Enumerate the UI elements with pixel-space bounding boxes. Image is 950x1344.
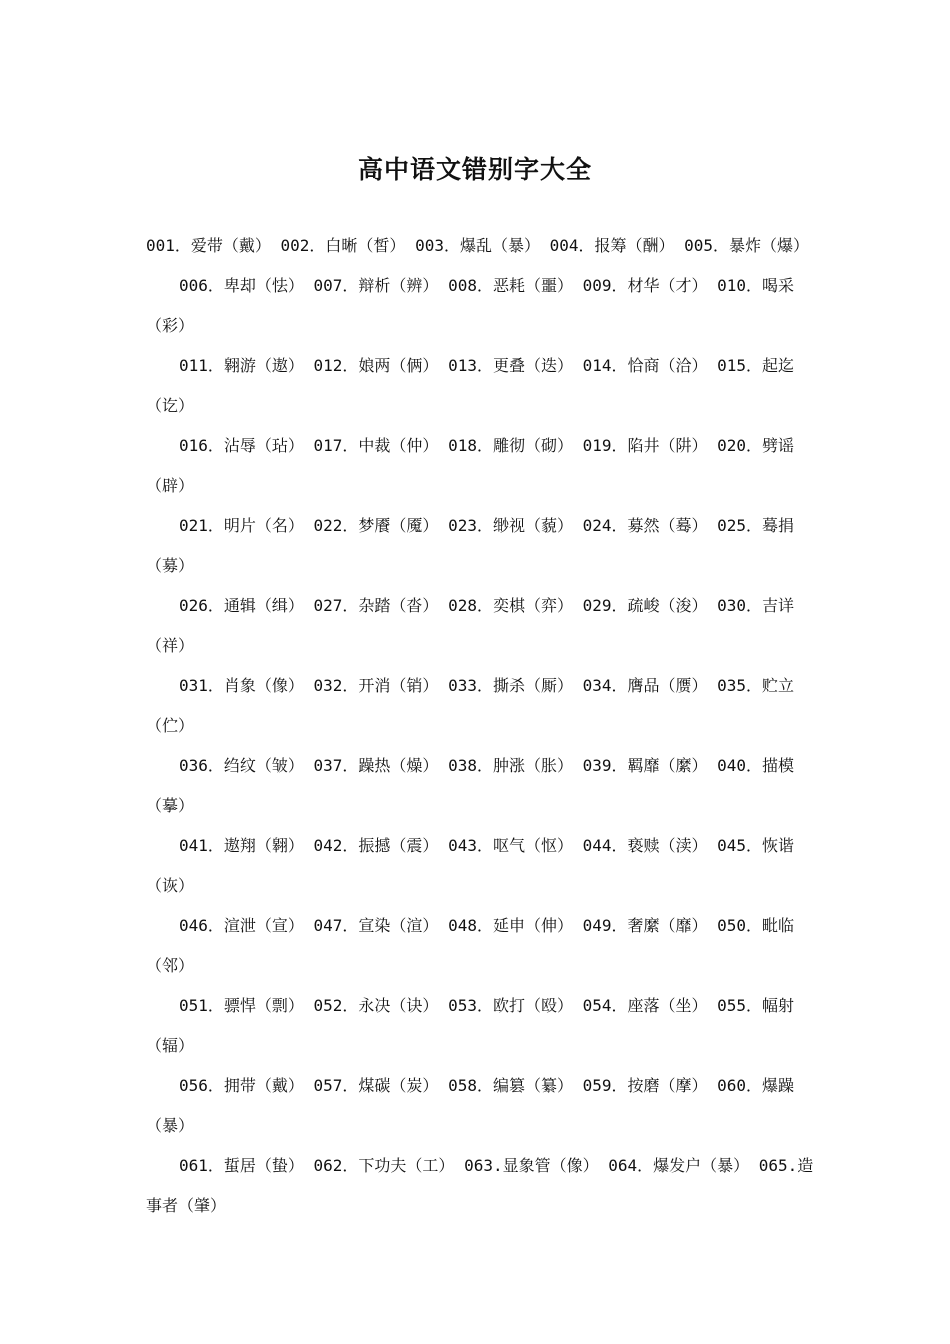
text-line: 011．翱游（遨） 012．娘两（俩） 013．更叠（迭） 014．恰商（洽） 015．起迄 [179, 356, 795, 375]
text-line: 056．拥带（戴） 057．煤碳（炭） 058．编篡（纂） 059．按磨（摩） 060．爆躁 [179, 1076, 795, 1095]
text-line: 021．明片（名） 022．梦餍（魇） 023．缈视（藐） 024．募然（蓦） 025．蓦捐 [179, 516, 795, 535]
text-line: 026．通辑（缉） 027．杂踏（沓） 028．奕棋（弈） 029．疏峻（浚） 030．吉详 [179, 596, 795, 615]
text-line: 061．蜇居（蛰） 062．下功夫（工） 063.显象管（像） 064．爆发户（暴） 065.造 [179, 1156, 814, 1175]
text-line: （讫） [146, 396, 195, 415]
text-line: 041．遨翔（翱） 042．振撼（震） 043．呕气（怄） 044．亵赎（渎） 045．恢谐 [179, 836, 795, 855]
text-line: （辟） [146, 476, 195, 495]
text-line: （邻） [146, 956, 195, 975]
text-line: 016．沾辱（玷） 017．中裁（仲） 018．雕彻（砌） 019．陷井（阱） 020．劈谣 [179, 436, 795, 455]
text-line: 046．渲泄（宣） 047．宣染（渲） 048．延申（伸） 049．奢縻（靡） 050．毗临 [179, 916, 795, 935]
text-line: （彩） [146, 316, 195, 335]
text-line: （祥） [146, 636, 195, 655]
document-body [146, 232, 814, 1220]
document-title: 高中语文错别字大全 [357, 155, 592, 184]
text-line: 006．卑却（怯） 007．辩析（辨） 008．恶耗（噩） 009．材华（才） 010．喝采 [179, 276, 795, 295]
text-line: 051．骠悍（剽） 052．永决（诀） 053．欧打（殴） 054．座落（坐） 055．幅射 [179, 996, 795, 1015]
text-line: （暴） [146, 1116, 195, 1135]
text-line: （募） [146, 556, 195, 575]
text-line: 036．绉纹（皱） 037．躁热（燥） 038．肿涨（胀） 039．羁靡（縻） 040．描模 [179, 756, 795, 775]
text-line: （伫） [146, 716, 195, 735]
text-line: （辐） [146, 1036, 195, 1055]
text-line: （摹） [146, 796, 195, 815]
text-line: 031．肖象（像） 032．开消（销） 033．撕杀（厮） 034．膺品（赝） 035．贮立 [179, 676, 795, 695]
text-line: 事者（肇） [146, 1196, 227, 1215]
text-line: （诙） [146, 876, 195, 895]
text-line: 001．爱带（戴） 002．白晰（皙） 003．爆乱（暴） 004．报筹（酬） 005．暴炸（爆） [146, 236, 810, 255]
